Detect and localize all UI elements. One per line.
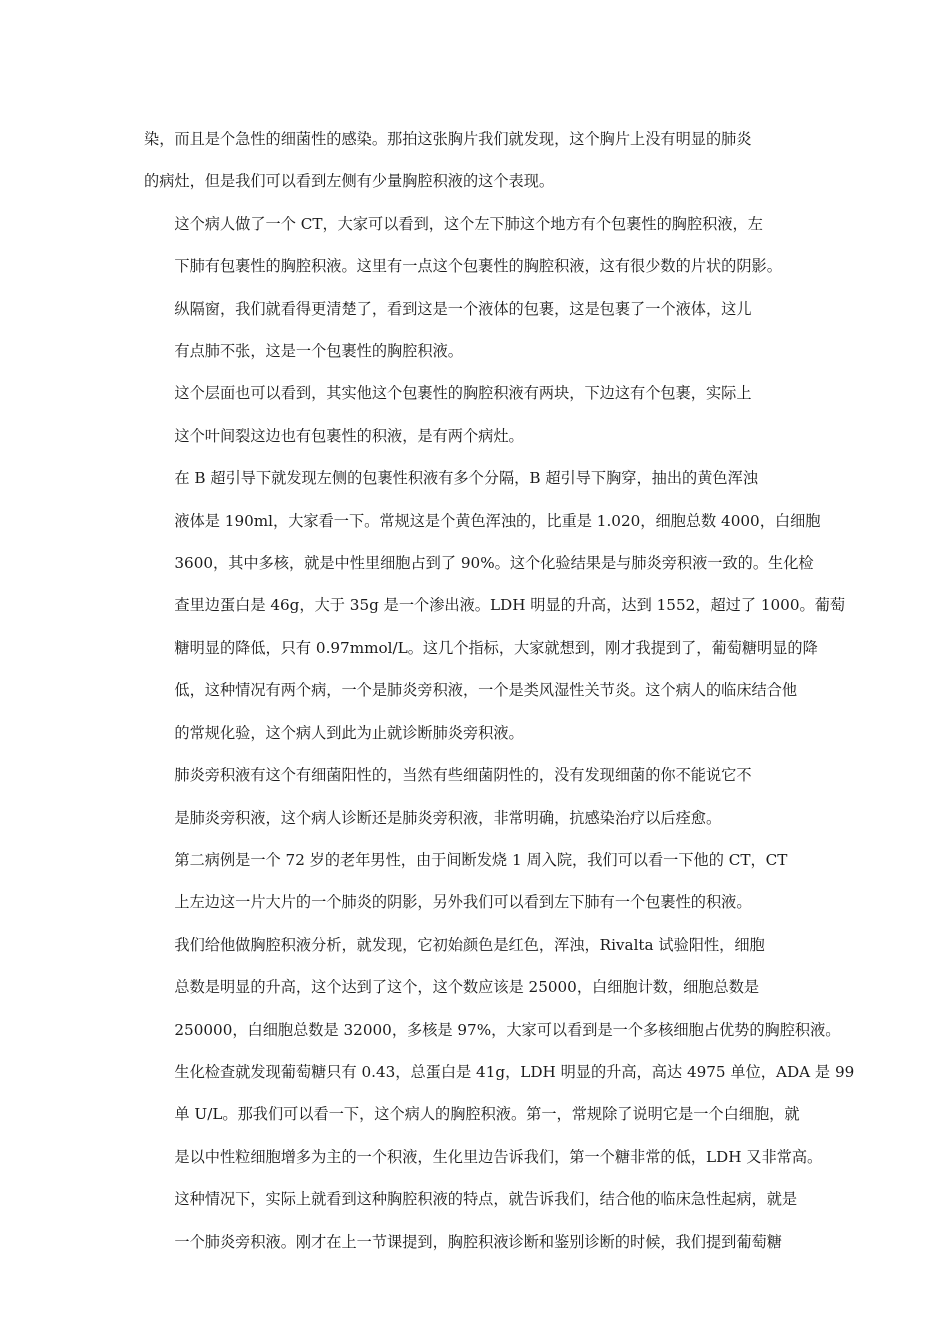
paragraph-8 [144,924,855,1263]
paragraph-1 [144,118,816,203]
text-line: 这个病人做了一个 CT，大家可以看到，这个左下肺这个地方有个包裹性的胸腔积液，左 [174,214,763,233]
paragraph-2 [144,203,816,288]
text-line: 是肺炎旁积液，这个病人诊断还是肺炎旁积液，非常明确，抗感染治疗以后痊愈。 [174,808,722,827]
text-line: 纵隔窗，我们就看得更清楚了，看到这是一个液体的包裹，这是包裹了一个液体，这儿 [174,299,752,318]
paragraph-4 [144,372,816,457]
text-line: 这种情况下，实际上就看到这种胸腔积液的特点，就告诉我们，结合他的临床急性起病，就是 [174,1190,798,1209]
text-line: 250000，白细胞总数是 32000，多核是 97%，大家可以看到是一个多核细胞占优势的胸腔积液。 [174,1020,841,1039]
text-line: 我们给他做胸腔积液分析，就发现，它初始颜色是红色，浑浊，Rivalta 试验阳性，细胞 [174,935,765,954]
text-line: 糖明显的降低，只有 0.97mmol/L。这几个指标，大家就想到，刚才我提到了，葡萄糖明显的降 [174,638,818,657]
text-line: 一个肺炎旁积液。刚才在上一节课提到，胸腔积液诊断和鉴别诊断的时候，我们提到葡萄糖 [174,1232,782,1251]
text-line: 在 B 超引导下就发现左侧的包裹性积液有多个分隔，B 超引导下胸穿，抽出的黄色浑浊 [174,469,758,488]
text-line: 3600，其中多核，就是中性里细胞占到了 90%。这个化验结果是与肺炎旁积液一致的。生化检 [174,554,814,573]
text-line: 查里边蛋白是 46g，大于 35g 是一个渗出液。LDH 明显的升高，达到 1552，超过了 1000。葡萄 [174,596,846,615]
text-line: 第二病例是一个 72 岁的老年男性，由于间断发烧 1 周入院，我们可以看一下他的 CT，CT [174,850,788,869]
paragraph-3 [144,288,816,373]
text-line: 生化检查就发现葡萄糖只有 0.43，总蛋白是 41g，LDH 明显的升高，高达 4975 单位，ADA 是 99 [174,1062,855,1081]
text-line: 这个叶间裂这边也有包裹性的积液，是有两个病灶。 [174,426,524,445]
text-line: 上左边这一片大片的一个肺炎的阴影，另外我们可以看到左下肺有一个包裹性的积液。 [174,893,752,912]
paragraph-7 [144,839,816,924]
text-line: 低，这种情况有两个病，一个是肺炎旁积液，一个是类风湿性关节炎。这个病人的临床结合他 [174,681,798,700]
text-line: 总数是明显的升高，这个达到了这个，这个数应该是 25000，白细胞计数，细胞总数是 [174,978,760,997]
text-line: 肺炎旁积液有这个有细菌阳性的，当然有些细菌阴性的，没有发现细菌的你不能说它不 [174,766,752,785]
paragraph-6 [144,754,816,839]
document-page [144,118,855,1263]
text-line: 的常规化验，这个病人到此为止就诊断肺炎旁积液。 [174,723,524,742]
text-line: 是以中性粒细胞增多为主的一个积液，生化里边告诉我们，第一个糖非常的低，LDH 又非常高。 [174,1147,823,1166]
text-line: 这个层面也可以看到，其实他这个包裹性的胸腔积液有两块，下边这有个包裹，实际上 [174,384,752,403]
text-line: 的病灶，但是我们可以看到左侧有少量胸腔积液的这个表现。 [144,172,555,191]
text-line: 单 U/L。那我们可以看一下，这个病人的胸腔积液。第一，常规除了说明它是一个白细胞，就 [174,1105,800,1124]
paragraph-5 [144,457,846,754]
text-line: 染，而且是个急性的细菌性的感染。那拍这张胸片我们就发现，这个胸片上没有明显的肺炎 [144,130,752,148]
text-line: 有点肺不张，这是一个包裹性的胸腔积液。 [174,342,463,361]
text-line: 下肺有包裹性的胸腔积液。这里有一点这个包裹性的胸腔积液，这有很少数的片状的阴影。 [174,257,782,276]
text-line: 液体是 190ml，大家看一下。常规这是个黄色浑浊的，比重是 1.020，细胞总数 4000，白细胞 [174,511,821,530]
